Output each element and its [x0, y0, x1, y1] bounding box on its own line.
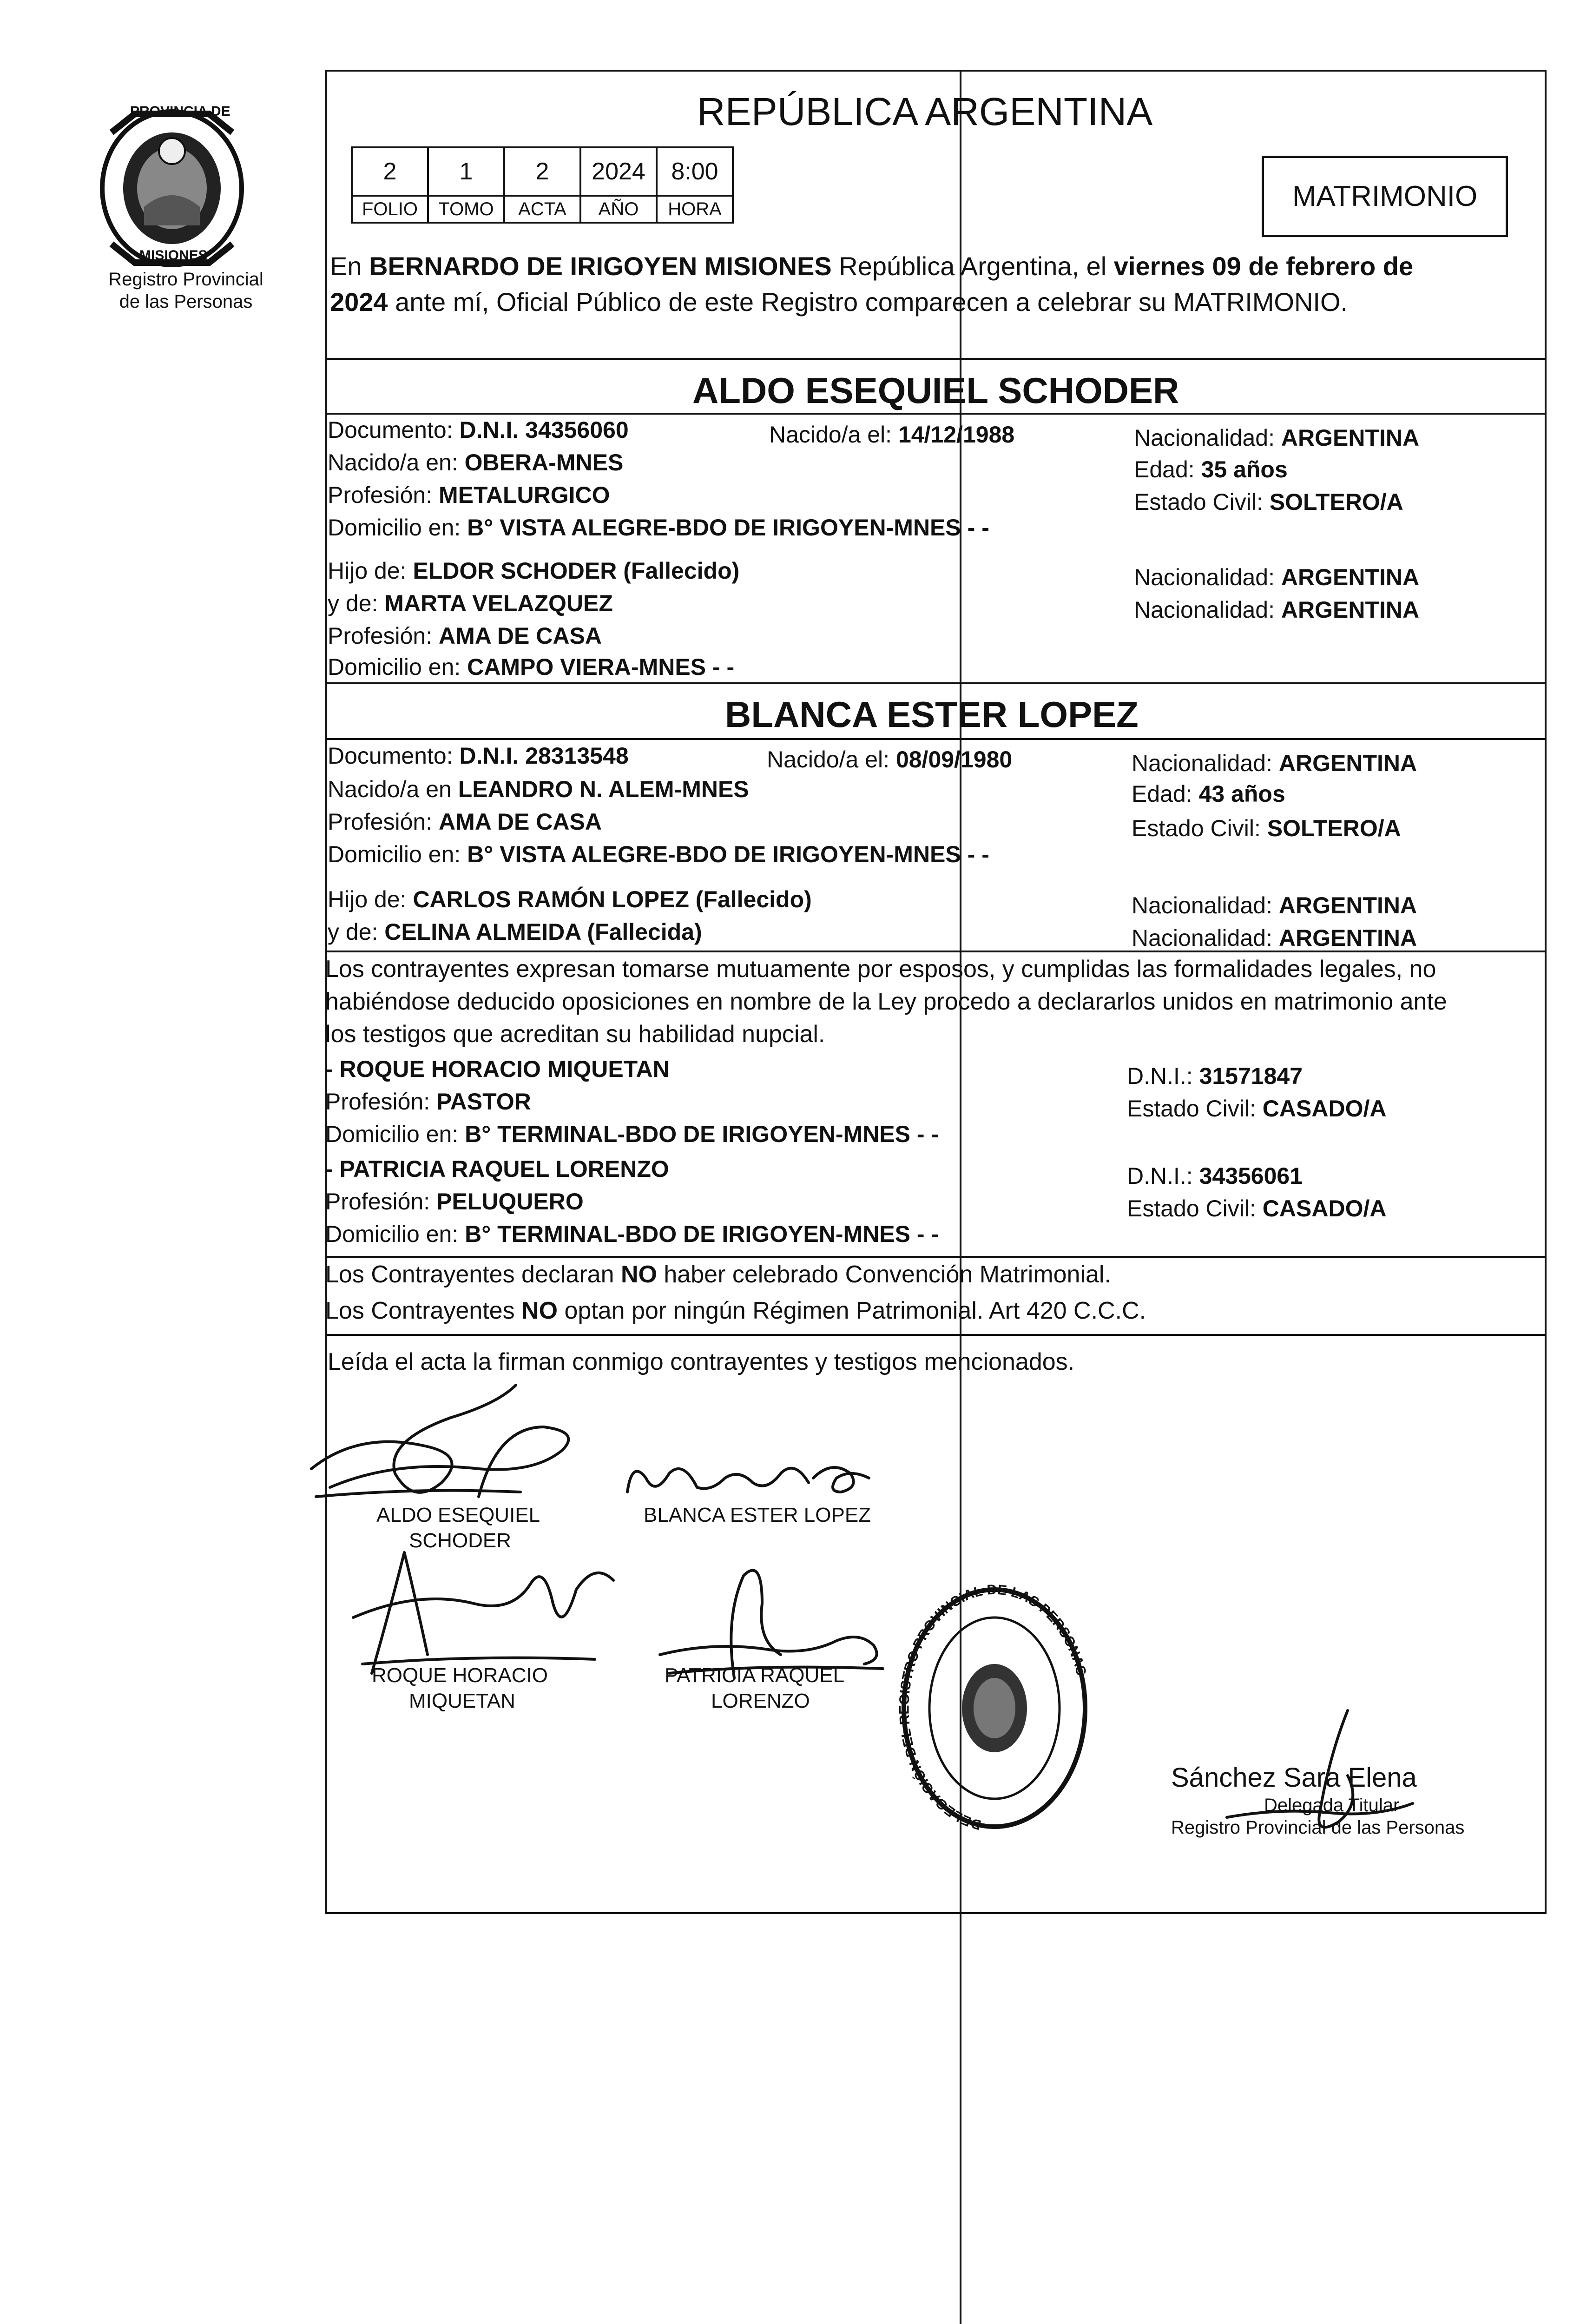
intro-text: República Argentina, el — [831, 251, 1114, 281]
witness1-signature — [335, 1534, 632, 1683]
regime-line2 — [325, 1297, 1146, 1325]
label: Profesión: — [325, 1089, 437, 1115]
org-name-line1: Registro Provincial — [108, 269, 263, 290]
record-type-box — [1262, 156, 1508, 237]
value: ARGENTINA — [1278, 892, 1417, 918]
witness1-name: - ROQUE HORACIO MIQUETAN — [325, 1056, 670, 1082]
witness1-signature-label-2: MIQUETAN — [409, 1690, 515, 1712]
bride-father — [328, 885, 812, 913]
witness2-signature-label-2: LORENZO — [711, 1690, 810, 1712]
ano-label: AÑO — [580, 196, 657, 223]
tomo-label: TOMO — [428, 196, 504, 223]
seal-ring-text: DELEGACIÓN DEL REGISTRO PROVINCIAL DE LAS PERSONAS — [897, 1582, 1089, 1833]
label: Edad: — [1134, 456, 1201, 482]
value: ARGENTINA — [1278, 750, 1417, 776]
groom-address — [328, 514, 989, 541]
groom-nationality — [1134, 424, 1419, 452]
value: ELDOR SCHODER (Fallecido) — [413, 558, 740, 584]
label: Domicilio en: — [328, 841, 467, 867]
value: METALURGICO — [439, 482, 610, 508]
groom-mother-nationality — [1134, 596, 1419, 624]
value: D.N.I. 34356060 — [459, 417, 629, 443]
witness2-profession — [325, 1188, 584, 1215]
witness2-address — [325, 1220, 939, 1248]
value: SOLTERO/A — [1269, 489, 1403, 515]
declaration-line3: los testigos que acreditan su habilidad nupcial. — [325, 1021, 825, 1048]
groom-mother — [328, 589, 613, 617]
label: Nacionalidad: — [1134, 425, 1281, 451]
intro-text: ante mí, Oficial Público de este Registro comparecen a celebrar su MATRIMONIO. — [388, 287, 1348, 317]
value: PELUQUERO — [436, 1188, 584, 1215]
hora-value: 8:00 — [657, 147, 733, 196]
bride-birthdate — [767, 746, 1012, 773]
text: optan por ningún Régimen Patrimonial. Art 420 C.C.C. — [558, 1297, 1146, 1324]
value: AMA DE CASA — [439, 809, 602, 835]
acta-label: ACTA — [504, 196, 580, 223]
bride-birthplace — [328, 775, 749, 803]
label: y de: — [328, 590, 385, 616]
label: Profesión: — [328, 809, 439, 835]
value: B° TERMINAL-BDO DE IRIGOYEN-MNES - - — [465, 1121, 939, 1147]
official-title: Delegada Titular — [1264, 1795, 1400, 1816]
record-type: MATRIMONIO — [1292, 180, 1478, 212]
value: 14/12/1988 — [898, 422, 1015, 448]
hora-label: HORA — [657, 196, 733, 223]
groom-father — [328, 557, 739, 585]
registry-table — [351, 146, 734, 224]
bride-profession — [328, 808, 602, 836]
label: Hijo de: — [328, 886, 413, 912]
witness1-civil-status — [1127, 1095, 1386, 1122]
label: Nacido/a en: — [328, 449, 465, 475]
rule-after-bride-name — [325, 738, 1545, 740]
value: ARGENTINA — [1281, 564, 1420, 590]
label: Nacido/a en — [328, 776, 458, 802]
text: Los Contrayentes — [325, 1297, 522, 1324]
value: CASADO/A — [1262, 1195, 1387, 1221]
intro-place: BERNARDO DE IRIGOYEN MISIONES — [369, 251, 832, 281]
value: D.N.I. 28313548 — [459, 743, 629, 769]
label: Hijo de: — [328, 558, 413, 584]
label: Nacionalidad: — [1132, 925, 1279, 951]
witness2-name: - PATRICIA RAQUEL LORENZO — [325, 1156, 669, 1182]
witness1-profession — [325, 1088, 531, 1116]
label: Documento: — [328, 743, 460, 769]
witness2-dni — [1127, 1162, 1303, 1190]
value: ARGENTINA — [1281, 425, 1420, 451]
rule-groom-end — [325, 682, 1545, 684]
bride-nationality — [1132, 749, 1417, 777]
closing-statement: Leída el acta la firman conmigo contrayentes y testigos mencionados. — [328, 1348, 1075, 1375]
label: Domicilio en: — [325, 1121, 465, 1147]
label: Domicilio en: — [328, 515, 467, 541]
value: B° VISTA ALEGRE-BDO DE IRIGOYEN-MNES - - — [467, 515, 989, 541]
bride-address — [328, 840, 989, 868]
text: haber celebrado Convención Matrimonial. — [657, 1261, 1111, 1288]
groom-parent-profession — [328, 622, 602, 650]
witness2-signature-label-1: PATRICIA RAQUEL — [665, 1664, 845, 1687]
org-name-line2: de las Personas — [119, 291, 253, 312]
value: ARGENTINA — [1278, 925, 1417, 951]
value: CELINA ALMEIDA (Fallecida) — [384, 919, 702, 945]
declaration-line1: Los contrayentes expresan tomarse mutuamente por esposos, y cumplidas las formalidades legales, no — [325, 956, 1436, 983]
rule-after-intro — [325, 358, 1545, 360]
label: Profesión: — [325, 1188, 437, 1215]
official-seal — [897, 1580, 1092, 1841]
value: 43 años — [1198, 781, 1285, 807]
label: D.N.I.: — [1127, 1063, 1199, 1089]
label: Domicilio en: — [325, 1221, 465, 1247]
value: CARLOS RAMÓN LOPEZ (Fallecido) — [413, 886, 812, 912]
bride-age — [1132, 780, 1285, 808]
witness1-signature-label-1: ROQUE HORACIO — [372, 1664, 548, 1687]
value: B° VISTA ALEGRE-BDO DE IRIGOYEN-MNES - - — [467, 841, 989, 867]
tomo-value: 1 — [428, 147, 504, 196]
bride-mother-nationality — [1132, 924, 1417, 952]
groom-signature — [302, 1376, 590, 1515]
bride-document — [328, 742, 629, 770]
value: AMA DE CASA — [439, 623, 602, 649]
bride-father-nationality — [1132, 891, 1417, 919]
value: ARGENTINA — [1281, 597, 1420, 623]
label: Nacionalidad: — [1134, 564, 1281, 590]
value: CAMPO VIERA-MNES - - — [467, 654, 735, 680]
value: 35 años — [1201, 456, 1288, 482]
value: 34356061 — [1199, 1163, 1303, 1189]
acta-value: 2 — [504, 147, 580, 196]
ano-value: 2024 — [580, 147, 657, 196]
emphasis: NO — [620, 1261, 657, 1288]
rule-regime-end — [325, 1334, 1545, 1336]
witness2-civil-status — [1127, 1195, 1386, 1222]
official-name: Sánchez Sara Elena — [1171, 1763, 1417, 1793]
folio-label: FOLIO — [352, 196, 428, 223]
label: Nacido/a el: — [769, 422, 898, 448]
label: Estado Civil: — [1127, 1096, 1263, 1122]
label: Estado Civil: — [1134, 489, 1270, 515]
bride-civil-status — [1132, 814, 1401, 842]
bride-signature-label: BLANCA ESTER LOPEZ — [644, 1504, 871, 1526]
bride-name: BLANCA ESTER LOPEZ — [725, 694, 1139, 735]
intro-line1 — [330, 250, 1413, 283]
label: Nacionalidad: — [1132, 750, 1279, 776]
label: Profesión: — [328, 482, 439, 508]
emblem-top-text: PROVINCIA DE — [130, 104, 230, 119]
groom-signature-label-1: ALDO ESEQUIEL — [376, 1504, 540, 1526]
declaration-line2: habiéndose deducido oposiciones en nombre de la Ley procedo a declararlos unidos en matrimonio ante — [325, 988, 1447, 1015]
value: OBERA-MNES — [464, 449, 624, 475]
groom-signature-label-2: SCHODER — [409, 1529, 512, 1552]
groom-age — [1134, 456, 1288, 483]
groom-father-nationality — [1134, 563, 1419, 591]
folio-value: 2 — [352, 147, 428, 196]
official-org: Registro Provincial de las Personas — [1171, 1817, 1465, 1838]
emblem-bottom-text: MISIONES — [139, 248, 208, 263]
value: MARTA VELAZQUEZ — [384, 590, 613, 616]
label: Domicilio en: — [328, 654, 467, 680]
witness1-address — [325, 1120, 939, 1148]
value: 31571847 — [1199, 1063, 1303, 1089]
intro-date: viernes 09 de febrero de — [1113, 251, 1414, 281]
label: y de: — [328, 919, 385, 945]
label: Documento: — [328, 417, 460, 443]
label: Estado Civil: — [1127, 1195, 1263, 1221]
label: D.N.I.: — [1127, 1163, 1199, 1189]
label: Profesión: — [328, 623, 439, 649]
label: Edad: — [1132, 781, 1199, 807]
value: PASTOR — [436, 1089, 531, 1115]
value: B° TERMINAL-BDO DE IRIGOYEN-MNES - - — [465, 1221, 939, 1247]
groom-parent-address — [328, 653, 734, 681]
groom-profession — [328, 481, 610, 509]
value: LEANDRO N. ALEM-MNES — [458, 776, 749, 802]
groom-birthdate — [769, 421, 1014, 449]
bride-mother — [328, 918, 702, 946]
value: CASADO/A — [1262, 1096, 1387, 1122]
label: Nacido/a el: — [767, 746, 896, 772]
groom-document — [328, 416, 629, 444]
groom-name: ALDO ESEQUIEL SCHODER — [692, 370, 1179, 411]
intro-text: En — [330, 251, 369, 281]
groom-birthplace — [328, 449, 623, 476]
value: SOLTERO/A — [1267, 815, 1401, 841]
emphasis: NO — [521, 1297, 558, 1324]
label: Nacionalidad: — [1132, 892, 1279, 918]
label: Estado Civil: — [1132, 815, 1267, 841]
groom-civil-status — [1134, 488, 1403, 516]
witness1-dni — [1127, 1062, 1303, 1090]
text: Los Contrayentes declaran — [325, 1261, 621, 1288]
rule-after-groom-name — [325, 413, 1545, 415]
intro-line2 — [330, 286, 1348, 318]
rule-witness-end — [325, 1256, 1545, 1258]
bride-signature — [618, 1450, 878, 1506]
label: Nacionalidad: — [1134, 597, 1281, 623]
country-title: REPÚBLICA ARGENTINA — [697, 90, 1153, 133]
value: 08/09/1980 — [895, 746, 1013, 772]
intro-year: 2024 — [330, 287, 388, 317]
regime-line1 — [325, 1261, 1111, 1288]
